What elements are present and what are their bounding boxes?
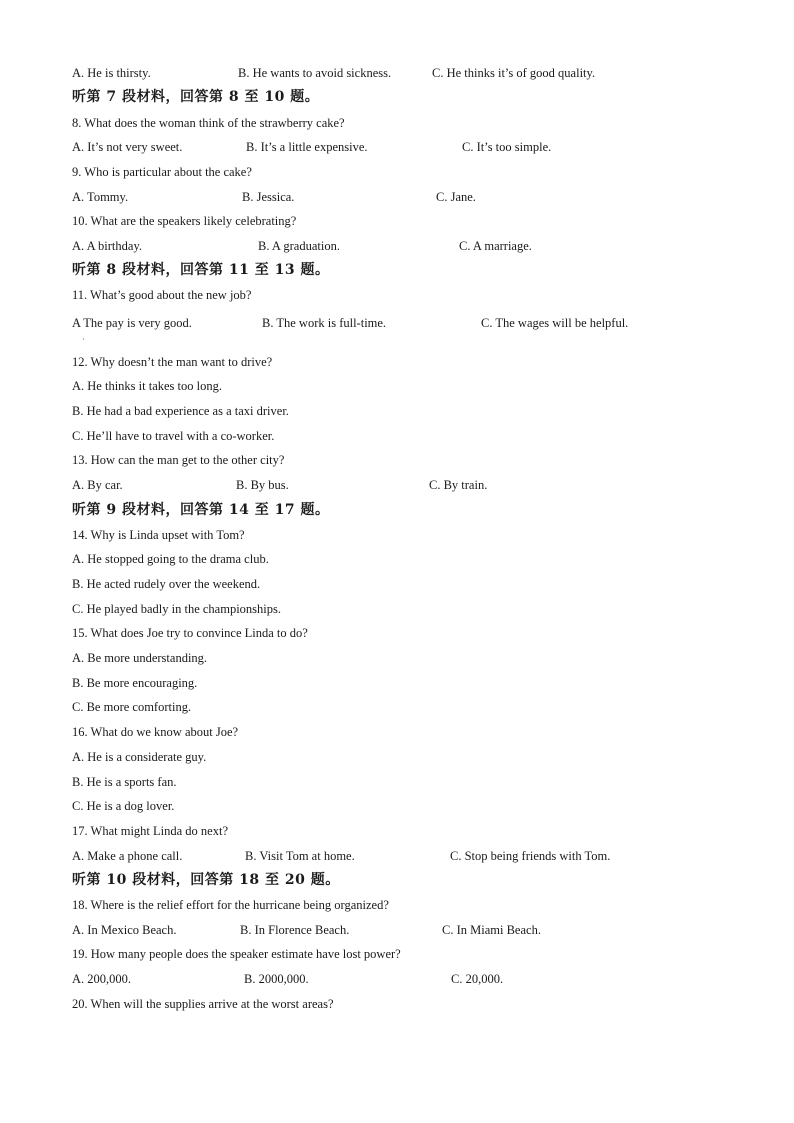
- q19-option-b: B. 2000,000.: [244, 972, 309, 986]
- q11-option-a: A The pay is very good.: [72, 316, 192, 330]
- question-18: 18. Where is the relief effort for the hurricane being organized?: [72, 898, 389, 912]
- q12-option-a: A. He thinks it takes too long.: [72, 379, 222, 393]
- q10-option-b: B. A graduation.: [258, 239, 340, 253]
- q8-option-c: C. It’s too simple.: [462, 140, 552, 154]
- question-13: 13. How can the man get to the other city?: [72, 453, 285, 467]
- q9-option-a: A. Tommy.: [72, 190, 129, 204]
- q19-option-a: A. 200,000.: [72, 972, 132, 986]
- q10-option-a: A. A birthday.: [72, 239, 143, 253]
- q13-option-c: C. By train.: [429, 478, 488, 492]
- q12-option-b: B. He had a bad experience as a taxi driver.: [72, 404, 289, 418]
- q11-option-b: B. The work is full-time.: [262, 316, 387, 330]
- q13-option-b: B. By bus.: [236, 478, 289, 492]
- q7-option-a: A. He is thirsty.: [72, 66, 151, 80]
- q16-option-c: C. He is a dog lover.: [72, 799, 175, 813]
- q15-option-c: C. Be more comforting.: [72, 700, 192, 714]
- question-9: 9. Who is particular about the cake?: [72, 165, 252, 179]
- q14-option-b: B. He acted rudely over the weekend.: [72, 577, 261, 591]
- q14-option-c: C. He played badly in the championships.: [72, 602, 281, 616]
- q10-option-c: C. A marriage.: [459, 239, 532, 253]
- question-19: 19. How many people does the speaker estimate have lost power?: [72, 947, 401, 961]
- q12-option-c: C. He’ll have to travel with a co-worker.: [72, 429, 275, 443]
- question-14: 14. Why is Linda upset with Tom?: [72, 528, 245, 542]
- q11-option-c: C. The wages will be helpful.: [481, 316, 629, 330]
- question-15: 15. What does Joe try to convince Linda to do?: [72, 626, 308, 640]
- section-heading-7: 听第 7 段材料，回答第 8 至 10 题。: [72, 89, 320, 105]
- q14-option-a: A. He stopped going to the drama club.: [72, 552, 269, 566]
- q13-option-a: A. By car.: [72, 478, 123, 492]
- q15-option-b: B. Be more encouraging.: [72, 676, 198, 690]
- question-20: 20. When will the supplies arrive at the worst areas?: [72, 997, 334, 1011]
- question-16: 16. What do we know about Joe?: [72, 725, 239, 739]
- question-17: 17. What might Linda do next?: [72, 824, 228, 838]
- q7-option-b: B. He wants to avoid sickness.: [238, 66, 392, 80]
- q18-option-a: A. In Mexico Beach.: [72, 923, 177, 937]
- q9-option-c: C. Jane.: [436, 190, 476, 204]
- question-11: 11. What’s good about the new job?: [72, 288, 252, 302]
- question-8: 8. What does the woman think of the strawberry cake?: [72, 116, 345, 130]
- q9-option-b: B. Jessica.: [242, 190, 295, 204]
- q8-option-a: A. It’s not very sweet.: [72, 140, 183, 154]
- q8-option-b: B. It’s a little expensive.: [246, 140, 368, 154]
- q7-option-c: C. He thinks it’s of good quality.: [432, 66, 596, 80]
- section-heading-10: 听第 10 段材料，回答第 18 至 20 题。: [72, 872, 340, 888]
- q15-option-a: A. Be more understanding.: [72, 651, 208, 665]
- q18-option-b: B. In Florence Beach.: [240, 923, 350, 937]
- q16-option-b: B. He is a sports fan.: [72, 775, 177, 789]
- q17-option-c: C. Stop being friends with Tom.: [450, 849, 611, 863]
- section-heading-8: 听第 8 段材料，回答第 11 至 13 题。: [72, 262, 330, 278]
- q16-option-a: A. He is a considerate guy.: [72, 750, 207, 764]
- section-heading-9: 听第 9 段材料，回答第 14 至 17 题。: [72, 502, 330, 518]
- q18-option-c: C. In Miami Beach.: [442, 923, 541, 937]
- q17-option-b: B. Visit Tom at home.: [245, 849, 355, 863]
- q19-option-c: C. 20,000.: [451, 972, 504, 986]
- question-12: 12. Why doesn’t the man want to drive?: [72, 355, 273, 369]
- question-10: 10. What are the speakers likely celebrating?: [72, 214, 297, 228]
- stray-dot-mark: ·: [82, 335, 85, 344]
- q17-option-a: A. Make a phone call.: [72, 849, 183, 863]
